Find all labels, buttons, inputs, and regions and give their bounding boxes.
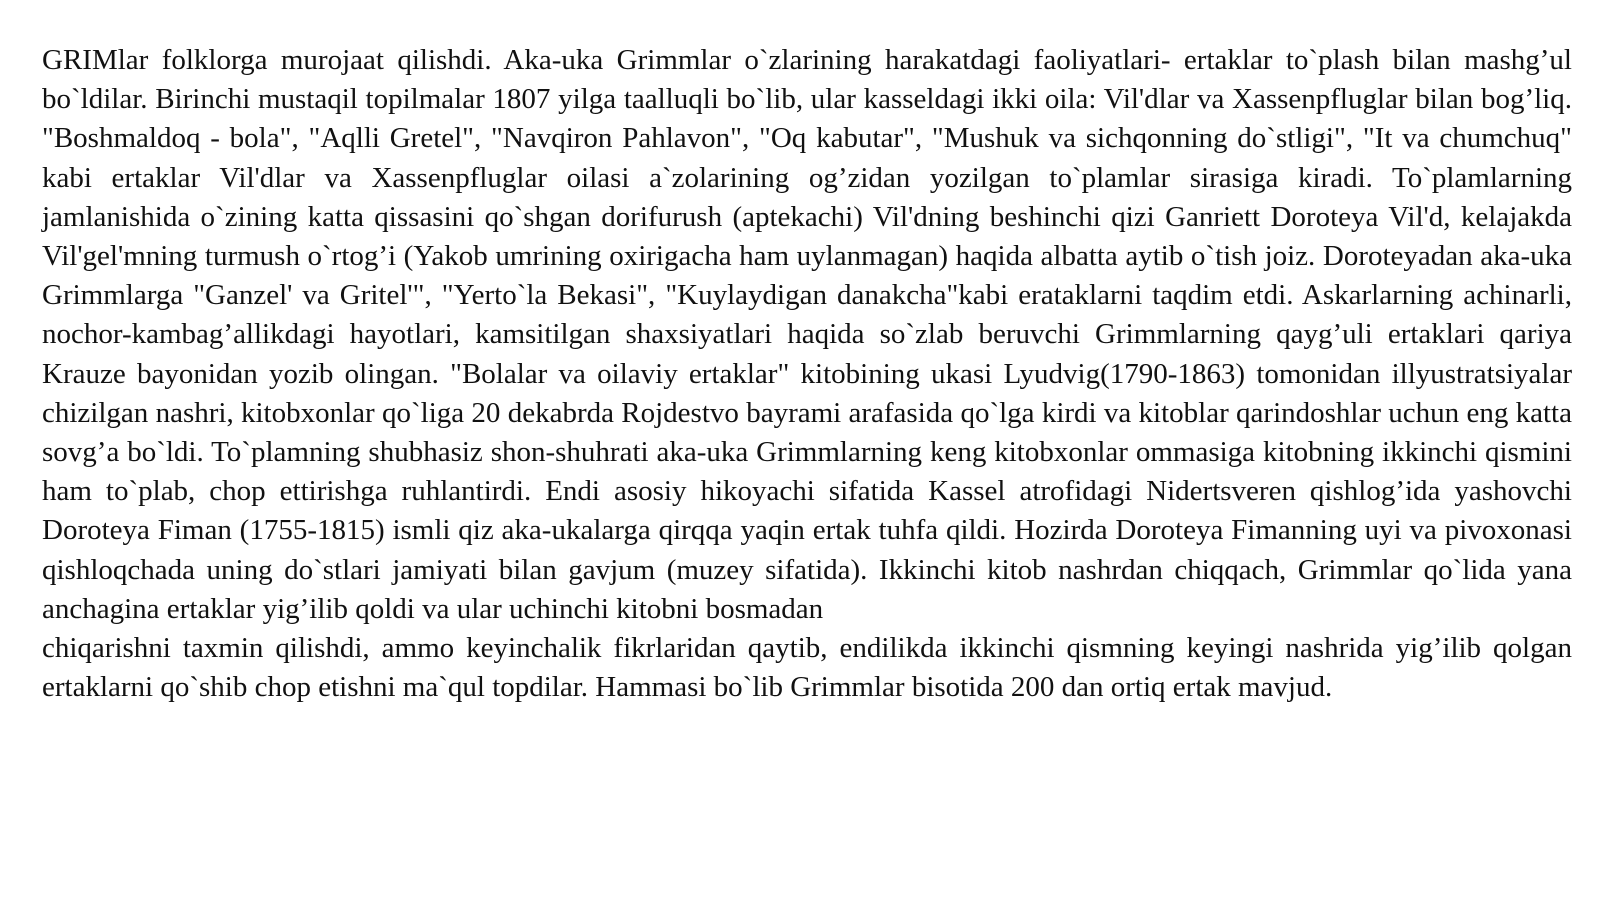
document-page <box>42 41 1572 707</box>
paragraph-1: GRIMlar folklorga murojaat qilishdi. Aka-uka Grimmlar o`zlarining harakatdagi faoliyatlari- ertaklar to`plash bilan mashg’ul bo`ldilar. Birinchi mustaqil topilmalar 1807 yilga taalluqli bo`lib, ular kasseldagi ikki oila: Vil'dlar va Xassenpfluglar bilan bog’liq. "Boshmaldoq - bola", "Aqlli Gretel", "Navqiron Pahlavon", "Oq kabutar", "Mushuk va sichqonning do`stligi", "It va chumchuq" kabi ertaklar Vil'dlar va Xassenpfluglar oilasi a`zolarining og’zidan yozilgan to`plamlar sirasiga kiradi. To`plamlarning jamlanishida o`zining katta qissasini qo`shgan dorifurush (aptekachi) Vil'dning beshinchi qizi Ganriett Doroteya Vil'd, kelajakda Vil'gel'mning turmush o`rtog’i (Yakob umrining oxirigacha ham uylanmagan) haqida albatta aytib o`tish joiz. Doroteyadan aka-uka Grimmlarga "Ganzel' va Gritel'", "Yerto`la Bekasi", "Kuylaydigan danakcha"kabi erataklarni taqdim etdi. Askarlarning achinarli, nochor-kambag’allikdagi hayotlari, kamsitilgan shaxsiyatlari haqida so`zlab beruvchi Grimmlarning qayg’uli ertaklari qariya Krauze bayonidan yozib olingan. "Bolalar va oilaviy ertaklar" kitobining ukasi Lyudvig(1790-1863) tomonidan illyustratsiyalar chizilgan nashri, kitobxonlar qo`liga 20 dekabrda Rojdestvo bayrami arafasida qo`lga kirdi va kitoblar qarindoshlar uchun eng katta sovg’a bo`ldi. To`plamning shubhasiz shon-shuhrati aka-uka Grimmlarning keng kitobxonlar ommasiga kitobning ikkinchi qismini ham to`plab, chop ettirishga ruhlantirdi. Endi asosiy hikoyachi sifatida Kassel atrofidagi Nidertsveren qishlog’ida yashovchi Doroteya Fiman (1755-1815) ismli qiz aka-ukalarga qirqqa yaqin ertak tuhfa qildi. Hozirda Doroteya Fimanning uyi va pivoxonasi qishloqchada uning do`stlari jamiyati bilan gavjum (muzey sifatida). Ikkinchi kitob nashrdan chiqqach, Grimmlar qo`lida yana anchagina ertaklar yig’ilib qoldi va ular uchinchi kitobni bosmadan <box>42 44 1572 625</box>
paragraph-2: chiqarishni taxmin qilishdi, ammo keyinchalik fikrlaridan qaytib, endilikda ikkinchi qismning keyingi nashrida yig’ilib qolgan ertaklarni qo`shib chop etishni ma`qul topdilar. Hammasi bo`lib Grimmlar bisotida 200 dan ortiq ertak mavjud. <box>42 632 1572 704</box>
